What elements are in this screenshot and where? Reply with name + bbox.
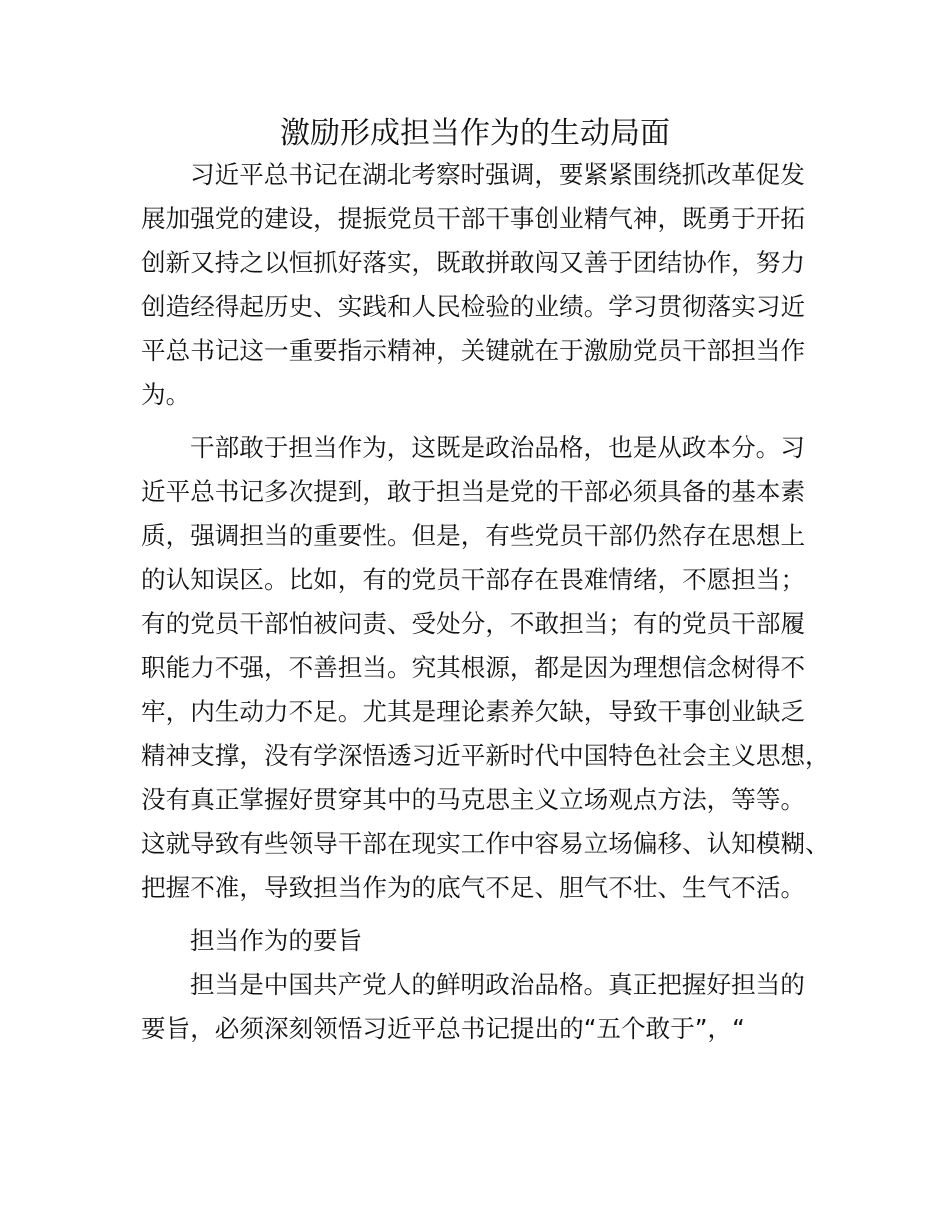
paragraph-2 (141, 426, 830, 910)
text-line: 干部敢于担当作为，这既是政治品格，也是从政本分。习 (190, 433, 805, 462)
text-line: 创造经得起历史、实践和人民检验的业绩。学习贯彻落实习近 (141, 292, 806, 321)
text-line: 要旨，必须深刻领悟习近平总书记提出的“五个敢于”，“ (141, 1014, 745, 1043)
text-line: 创新又持之以恒抓好落实，既敢拼敢闯又善于团结协作，努力 (141, 248, 806, 277)
text-line: 平总书记这一重要指示精神，关键就在于激励党员干部担当作 (141, 336, 806, 365)
document-title: 激励形成担当作为的生动局面 (280, 116, 670, 151)
text-line: 这就导致有些领导干部在现实工作中容易立场偏移、认知模糊、 (141, 829, 830, 858)
text-line: 习近平总书记在湖北考察时强调，要紧紧围绕抓改革促发 (190, 160, 805, 189)
text-line: 近平总书记多次提到，敢于担当是党的干部必须具备的基本素 (141, 477, 806, 506)
text-line: 把握不准，导致担当作为的底气不足、胆气不壮、生气不活。 (141, 873, 806, 902)
text-line: 展加强党的建设，提振党员干部干事创业精气神，既勇于开拓 (141, 204, 806, 233)
text-line: 没有真正掌握好贯穿其中的马克思主义立场观点方法，等等。 (141, 785, 806, 814)
text-line: 质，强调担当的重要性。但是，有些党员干部仍然存在思想上 (141, 521, 806, 550)
text-line: 职能力不强，不善担当。究其根源，都是因为理想信念树得不 (141, 653, 806, 682)
document-body (141, 153, 830, 1051)
text-line: 牢，内生动力不足。尤其是理论素养欠缺，导致干事创业缺乏 (141, 697, 806, 726)
paragraph-3 (141, 963, 813, 1051)
text-line: 的认知误区。比如，有的党员干部存在畏难情绪，不愿担当； (141, 565, 806, 594)
paragraph-1 (141, 153, 813, 417)
text-line: 担当是中国共产党人的鲜明政治品格。真正把握好担当的 (190, 970, 805, 999)
text-line: 精神支撑，没有学深悟透习近平新时代中国特色社会主义思想， (141, 741, 830, 770)
section-heading: 担当作为的要旨 (190, 926, 363, 955)
text-line: 为。 (141, 380, 191, 409)
text-line: 有的党员干部怕被问责、受处分，不敢担当；有的党员干部履 (141, 609, 806, 638)
